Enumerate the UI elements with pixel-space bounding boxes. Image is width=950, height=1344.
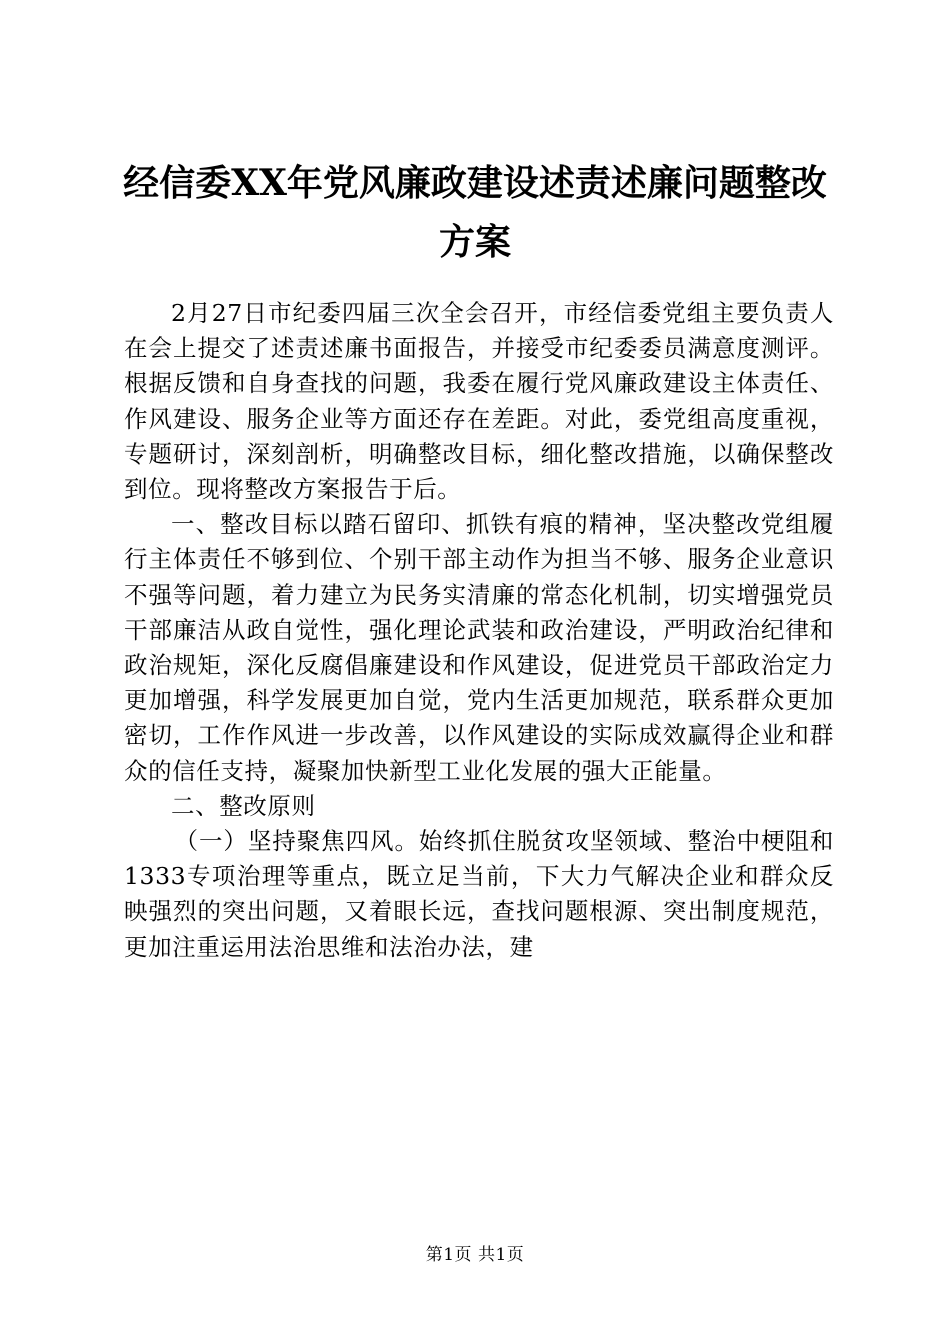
page-footer: 第1页 共1页 — [425, 1245, 525, 1265]
paragraph-intro: 2月27日市纪委四届三次全会召开，市经信委党组主要负责人在会上提交了述责述廉书面报告，并接受市纪委委员满意度测评。根据反馈和自身查找的问题，我委在履行党风廉政建设主体责任、作风建设、服务企业等方面还存在差距。对此，委党组高度重视，专题研讨，深刻剖析，明确整改目标，细化整改措施，以确保整改到位。现将整改方案报告于后。 — [124, 299, 834, 504]
document-title-line-1: 经信委XX年党风廉政建设述责述廉问题整改 — [123, 162, 827, 204]
paragraph-principle-one: （一）坚持聚焦四风。始终抓住脱贫攻坚领域、整治中梗阻和1333专项治理等重点，既立足当前，下大力气解决企业和群众反映强烈的突出问题，又着眼长远，查找问题根源、突出制度规范，更加注重运用法治思维和法治办法，建 — [124, 827, 834, 961]
paragraph-goals: 一、整改目标以踏石留印、抓铁有痕的精神，坚决整改党组履行主体责任不够到位、个别干部主动作为担当不够、服务企业意识不强等问题，着力建立为民务实清廉的常态化机制，切实增强党员干部廉洁从政自觉性，强化理论武装和政治建设，严明政治纪律和政治规矩，深化反腐倡廉建设和作风建设，促进党员干部政治定力更加增强，科学发展更加自觉，党内生活更加规范，联系群众更加密切，工作作风进一步改善，以作风建设的实际成效赢得企业和群众的信任支持，凝聚加快新型工业化发展的强大正能量。 — [124, 510, 834, 785]
document-title-line-2: 方案 — [438, 221, 511, 263]
document-body — [124, 296, 834, 965]
section-heading-principles: 二、整改原则 — [171, 791, 316, 820]
